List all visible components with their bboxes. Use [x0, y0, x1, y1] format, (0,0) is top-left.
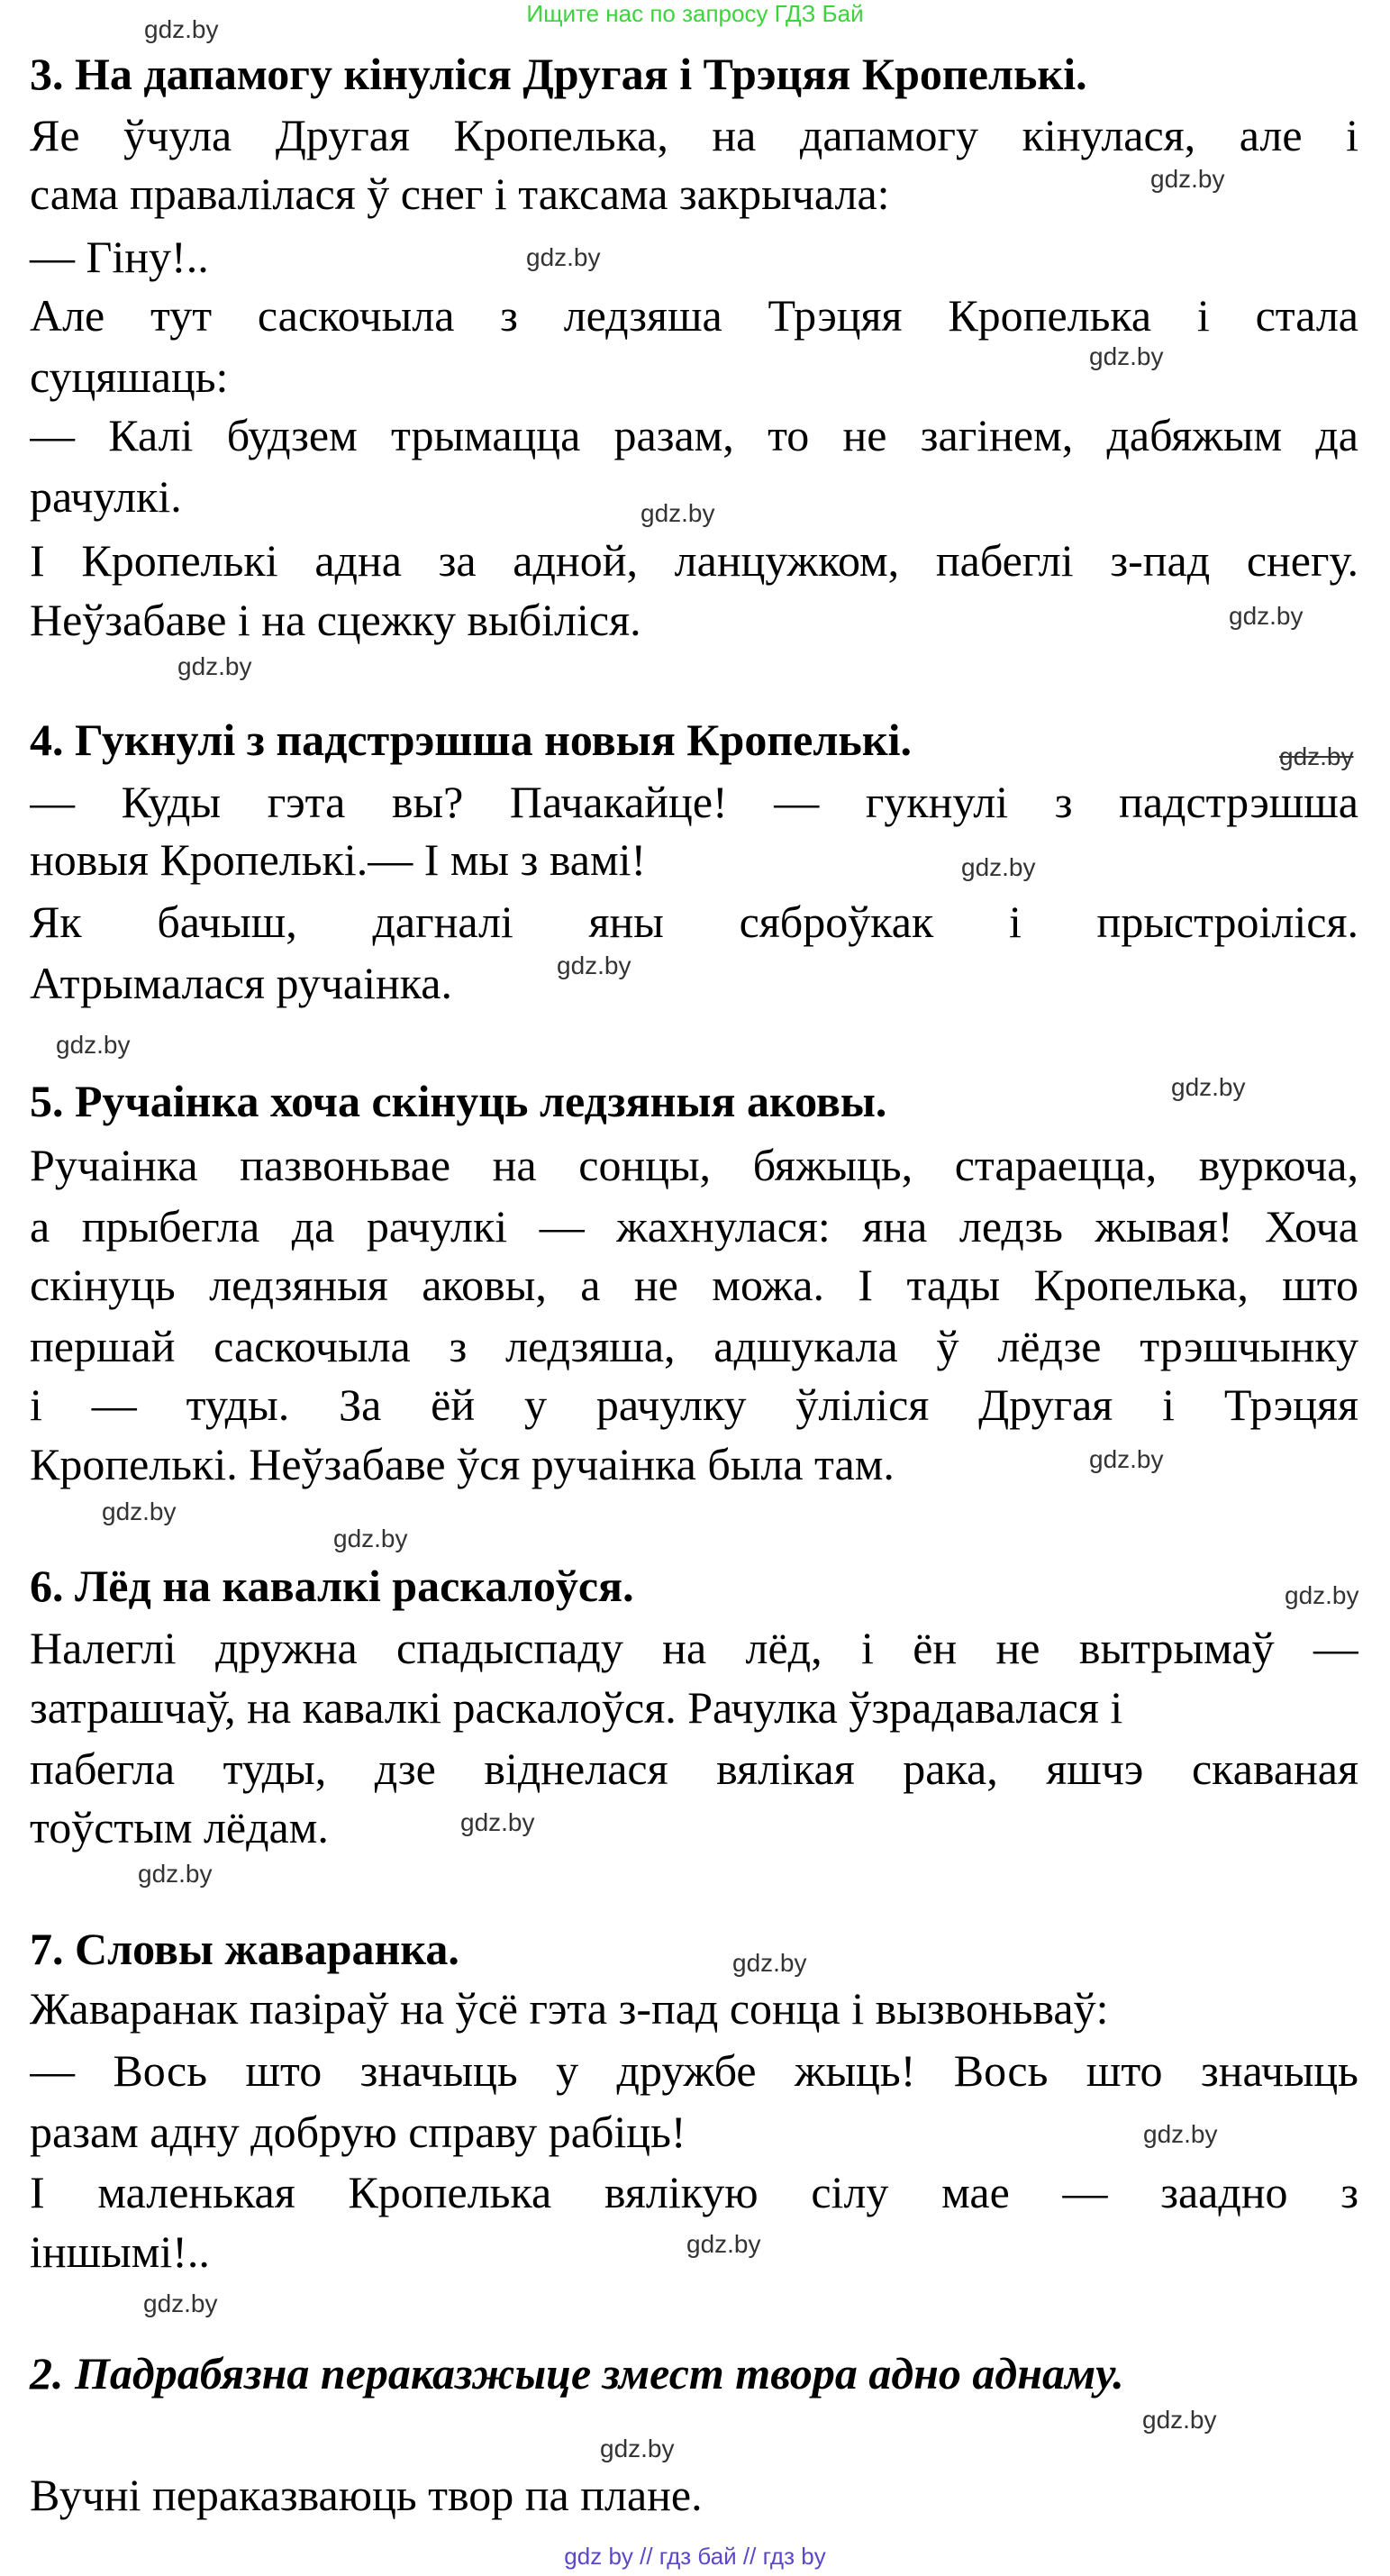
text-line: Налеглі дружна спадыспаду на лёд, і ён не вытрымаў —: [30, 1623, 1358, 1673]
text-line: Яе ўчула Другая Кропелька, на дапамогу кінулася, але і: [30, 110, 1358, 160]
text-line: — Гіну!..: [30, 232, 209, 282]
text-line: Атрымалася ручаінка.: [30, 958, 452, 1008]
text-line: — Куды гэта вы? Пачакайце! — гукнулі з падстрэшша: [30, 777, 1358, 827]
text-line: разам адну добрую справу рабіць!: [30, 2107, 686, 2157]
watermark: gdz.by: [1285, 1581, 1359, 1609]
text-line: суцяшаць:: [30, 351, 229, 402]
text-line: І маленькая Кропелька вялікую сілу мае — заадно з: [30, 2167, 1358, 2217]
section-6-title: 6. Лёд на кавалкі раскалоўся.: [30, 1561, 634, 1611]
watermark: gdz.by: [557, 951, 631, 979]
section-7-title: 7. Словы жаваранка.: [30, 1924, 459, 1974]
text-line: І Кропелькі адна за адной, ланцужком, пабеглі з-пад снегу.: [30, 535, 1358, 586]
text-line: Ручаінка пазвоньвае на сонцы, бяжыць, стараецца, вуркоча,: [30, 1140, 1358, 1190]
watermark: gdz.by: [1089, 342, 1164, 370]
task-2-answer: Вучні пераказваюць твор па плане.: [30, 2470, 703, 2520]
section-3-title: 3. На дапамогу кінуліся Другая і Трэцяя Кропелькі.: [30, 49, 1087, 99]
text-line: — Калі будзем трымацца разам, то не загінем, дабяжым да: [30, 410, 1358, 460]
text-line: затрашчаў, на кавалкі раскалоўся. Рачулка ўзрадавалася і: [30, 1682, 1123, 1733]
watermark: gdz.by: [1142, 2406, 1217, 2434]
section-4-title: 4. Гукнулі з падстрэшша новыя Кропелькі.: [30, 715, 913, 765]
text-line: тоўстым лёдам.: [30, 1802, 329, 1852]
task-2-title: 2. Падрабязна пераказжыце змест твора адно аднаму.: [30, 2348, 1124, 2399]
text-line: Кропелькі. Неўзабаве ўся ручаінка была там.: [30, 1439, 895, 1489]
text-line: першай саскочыла з ледзяша, адшукала ў лёдзе трэшчынку: [30, 1321, 1358, 1371]
text-line: і — туды. За ёй у рачулку ўліліся Другая і Трэцяя: [30, 1379, 1358, 1430]
text-line: скінуць ледзяныя аковы, а не можа. І тады Кропелька, што: [30, 1260, 1358, 1310]
watermark: gdz.by: [686, 2230, 761, 2258]
watermark: gdz.by: [732, 1949, 807, 1977]
text-line: — Вось што значыць у дружбе жыць! Вось што значыць: [30, 2045, 1358, 2096]
watermark: gdz.by: [333, 1525, 408, 1552]
text-line: пабегла туды, дзе віднелася вялікая рака, яшчэ скаваная: [30, 1743, 1358, 1794]
footer-links: gdz by // гдз бай // гдз by: [564, 2543, 826, 2570]
watermark: gdz.by: [144, 15, 219, 43]
watermark: gdz.by: [600, 2435, 675, 2462]
watermark: gdz.by: [1143, 2120, 1218, 2148]
watermark: gdz.by: [1279, 742, 1354, 770]
watermark: gdz.by: [1171, 1073, 1246, 1101]
watermark: gdz.by: [138, 1860, 213, 1888]
watermark: gdz.by: [1150, 165, 1225, 193]
text-line: Але тут саскочыла з ледзяша Трэцяя Кропелька і стала: [30, 290, 1358, 341]
watermark: gdz.by: [102, 1497, 177, 1525]
watermark: gdz.by: [640, 499, 715, 527]
text-line: сама правалілася ў снег і таксама закрычала:: [30, 168, 890, 219]
text-line: новыя Кропелькі.— І мы з вамі!: [30, 834, 647, 885]
text-line: а прыбегла да рачулкі — жахнулася: яна ледзь жывая! Хоча: [30, 1201, 1358, 1252]
watermark: gdz.by: [526, 243, 601, 271]
text-line: Жаваранак пазіраў на ўсё гэта з-пад сонца і вызвоньваў:: [30, 1983, 1109, 2034]
header-banner: Ищите нас по запросу ГДЗ Бай: [526, 0, 864, 27]
watermark: gdz.by: [961, 853, 1036, 881]
watermark: gdz.by: [177, 652, 252, 680]
watermark: gdz.by: [1089, 1445, 1164, 1473]
watermark: gdz.by: [143, 2289, 218, 2317]
text-line: іншымі!..: [30, 2226, 210, 2277]
section-5-title: 5. Ручаінка хоча скінуць ледзяныя аковы.: [30, 1076, 887, 1126]
text-line: Неўзабаве і на сцежку выбіліся.: [30, 595, 641, 645]
text-line: рачулкі.: [30, 471, 182, 522]
watermark: gdz.by: [1229, 602, 1304, 630]
text-line: Як бачыш, дагналі яны сяброўкак і прыстроіліся.: [30, 897, 1358, 947]
watermark: gdz.by: [460, 1808, 535, 1836]
watermark: gdz.by: [56, 1031, 131, 1059]
